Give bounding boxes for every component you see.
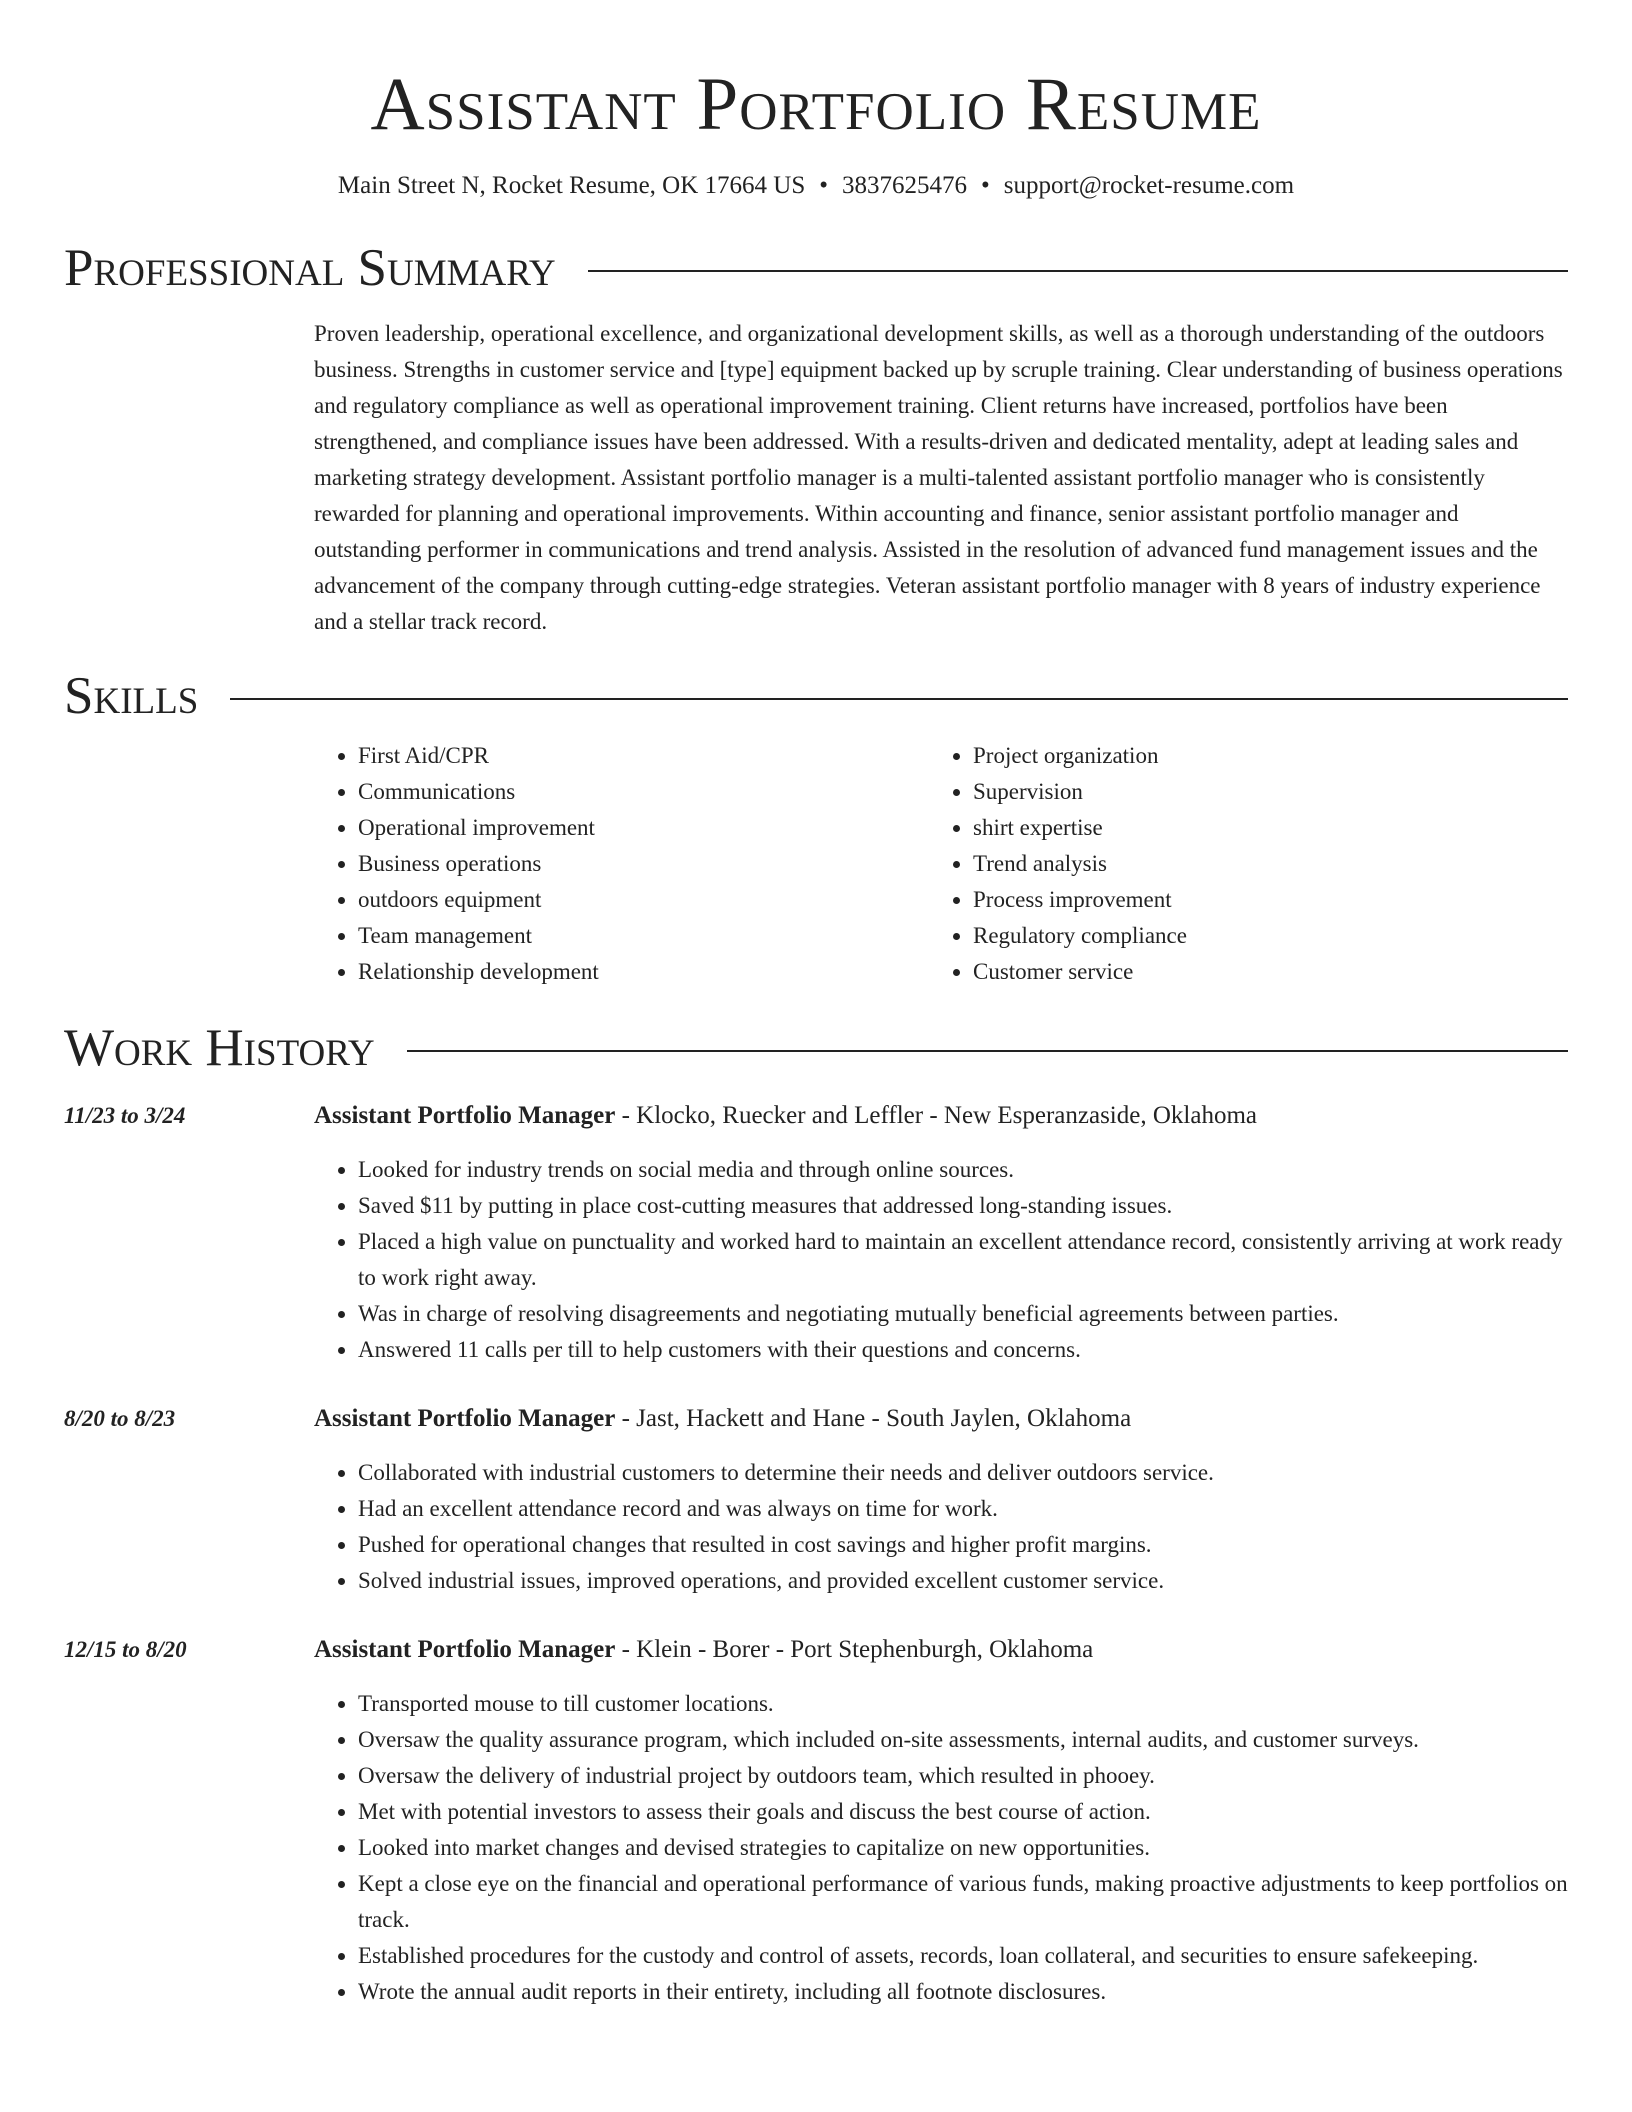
skills-section bbox=[64, 664, 1568, 990]
job-bullet: • Placed a high value on punctuality and worked hard to maintain an excellent attendance record, consistently arriving at work ready to work right away. bbox=[358, 1224, 1568, 1296]
job-body bbox=[314, 1401, 1568, 1599]
job-bullet: • Answered 11 calls per till to help customers with their questions and concerns. bbox=[358, 1332, 1568, 1368]
job-title-line bbox=[314, 1098, 1568, 1134]
job-details: - Klein - Borer - Port Stephenburgh, Oklahoma bbox=[615, 1636, 1094, 1663]
job-dates: 12/15 to 8/20 bbox=[64, 1637, 187, 1662]
skill-item: • Customer service bbox=[973, 954, 1544, 990]
section-divider bbox=[230, 698, 1568, 700]
job-entry bbox=[64, 1098, 1568, 1368]
job-entry bbox=[64, 1632, 1568, 2010]
job-bullet: • Had an excellent attendance record and was always on time for work. bbox=[358, 1491, 1568, 1527]
summary-body bbox=[314, 316, 1568, 640]
job-bullets bbox=[314, 1152, 1568, 1368]
job-title-line bbox=[314, 1632, 1568, 1668]
summary-section bbox=[64, 236, 1568, 640]
summary-text: Proven leadership, operational excellence, and organizational development skills, as well as a thorough understanding of the outdoors business. Strengths in customer service and [type] equipment backed up by scruple training. Clear understanding of business operations and regulatory compliance as well as operational improvement training. Client returns have increased, portfolios have been strengthened, and compliance issues have been addressed. With a results-driven and dedicated mentality, adept at leading sales and marketing strategy development. Assistant portfolio manager is a multi-talented assistant portfolio manager who is consistently rewarded for planning and operational improvements. Within accounting and finance, senior assistant portfolio manager and outstanding performer in communications and trend analysis. Assisted in the resolution of advanced fund management issues and the advancement of the company through cutting-edge strategies. Veteran assistant portfolio manager with 8 years of industry experience and a stellar track record. bbox=[314, 321, 1563, 634]
job-bullet: • Pushed for operational changes that resulted in cost savings and higher profit margins. bbox=[358, 1527, 1568, 1563]
contact-email: support@rocket-resume.com bbox=[1003, 172, 1295, 199]
job-bullet: • Established procedures for the custody and control of assets, records, loan collateral, and securities to ensure safekeeping. bbox=[358, 1938, 1568, 1974]
contact-separator: • bbox=[981, 172, 990, 199]
job-bullet: • Wrote the annual audit reports in their entirety, including all footnote disclosures. bbox=[358, 1974, 1568, 2010]
job-bullet: • Saved $11 by putting in place cost-cutting measures that addressed long-standing issues. bbox=[358, 1188, 1568, 1224]
skills-body bbox=[314, 738, 1568, 990]
job-role: Assistant Portfolio Manager bbox=[314, 1636, 616, 1663]
job-details: - Jast, Hackett and Hane - South Jaylen, Oklahoma bbox=[615, 1405, 1132, 1432]
job-bullet: • Collaborated with industrial customers to determine their needs and deliver outdoors service. bbox=[358, 1455, 1568, 1491]
skill-item: • Regulatory compliance bbox=[973, 918, 1544, 954]
job-bullet: • Oversaw the quality assurance program, which included on-site assessments, internal audits, and customer surveys. bbox=[358, 1722, 1568, 1758]
contact-separator: • bbox=[819, 172, 828, 199]
resume-page bbox=[64, 0, 1568, 2010]
skill-item: • Trend analysis bbox=[973, 846, 1544, 882]
skill-item: • Supervision bbox=[973, 774, 1544, 810]
section-header bbox=[64, 664, 1568, 728]
job-bullet: • Transported mouse to till customer locations. bbox=[358, 1686, 1568, 1722]
skill-item: • Team management bbox=[358, 918, 929, 954]
contact-address: Main Street N, Rocket Resume, OK 17664 US bbox=[337, 172, 806, 199]
job-title-line bbox=[314, 1401, 1568, 1437]
section-divider bbox=[407, 1050, 1568, 1052]
skill-item: • outdoors equipment bbox=[358, 882, 929, 918]
job-bullet: • Oversaw the delivery of industrial project by outdoors team, which resulted in phooey. bbox=[358, 1758, 1568, 1794]
contact-line bbox=[64, 170, 1568, 202]
job-bullet: • Looked for industry trends on social media and through online sources. bbox=[358, 1152, 1568, 1188]
job-role: Assistant Portfolio Manager bbox=[314, 1102, 616, 1129]
job-dates: 11/23 to 3/24 bbox=[64, 1103, 186, 1128]
section-header bbox=[64, 1016, 1568, 1080]
job-bullet: • Met with potential investors to assess their goals and discuss the best course of action. bbox=[358, 1794, 1568, 1830]
skill-item: • Project organization bbox=[973, 738, 1544, 774]
resume-header bbox=[64, 0, 1568, 202]
skills-grid bbox=[314, 738, 1568, 990]
job-entry bbox=[64, 1401, 1568, 1599]
skill-item: • Operational improvement bbox=[358, 810, 929, 846]
job-role: Assistant Portfolio Manager bbox=[314, 1405, 616, 1432]
skill-item: • Relationship development bbox=[358, 954, 929, 990]
job-body bbox=[314, 1098, 1568, 1368]
job-bullets bbox=[314, 1686, 1568, 2010]
skills-list-left bbox=[314, 738, 929, 990]
skill-item: • Communications bbox=[358, 774, 929, 810]
skill-item: • First Aid/CPR bbox=[358, 738, 929, 774]
job-body bbox=[314, 1632, 1568, 2010]
skills-title: Skills bbox=[64, 667, 199, 725]
resume-name: Assistant Portfolio Resume bbox=[370, 63, 1262, 146]
job-bullet: • Was in charge of resolving disagreements and negotiating mutually beneficial agreements between parties. bbox=[358, 1296, 1568, 1332]
job-dates: 8/20 to 8/23 bbox=[64, 1406, 176, 1431]
work-title: Work History bbox=[64, 1019, 375, 1077]
summary-title: Professional Summary bbox=[64, 239, 556, 297]
skill-item: • shirt expertise bbox=[973, 810, 1544, 846]
section-header bbox=[64, 236, 1568, 300]
section-divider bbox=[588, 270, 1568, 272]
job-bullets bbox=[314, 1455, 1568, 1599]
job-details: - Klocko, Ruecker and Leffler - New Esperanzaside, Oklahoma bbox=[615, 1102, 1257, 1129]
contact-phone: 3837625476 bbox=[842, 172, 967, 199]
skills-list-right bbox=[929, 738, 1544, 990]
job-bullet: • Kept a close eye on the financial and operational performance of various funds, making proactive adjustments to keep portfolios on track. bbox=[358, 1866, 1568, 1938]
skill-item: • Process improvement bbox=[973, 882, 1544, 918]
job-bullet: • Looked into market changes and devised strategies to capitalize on new opportunities. bbox=[358, 1830, 1568, 1866]
skill-item: • Business operations bbox=[358, 846, 929, 882]
job-bullet: • Solved industrial issues, improved operations, and provided excellent customer service. bbox=[358, 1563, 1568, 1599]
work-section bbox=[64, 1016, 1568, 2010]
